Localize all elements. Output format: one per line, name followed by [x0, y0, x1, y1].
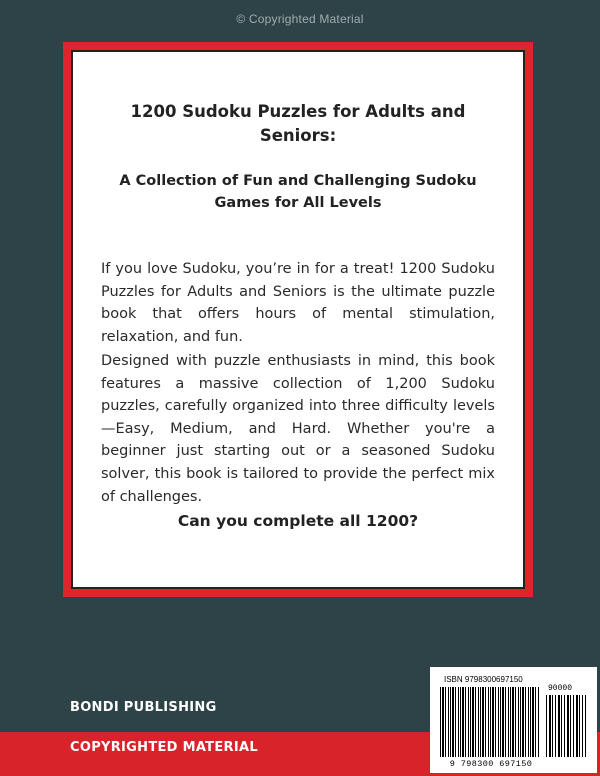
publisher-name: BONDI PUBLISHING — [70, 700, 217, 715]
description-paragraph-1: If you love Sudoku, you’re in for a treat! 1200 Sudoku Puzzles for Adults and Seniors is the ultimate puzzle book that offers hours of mental stimulation, relaxation, and fun. — [101, 261, 495, 345]
book-back-cover-frame — [63, 42, 533, 597]
barcode-number: 9 798300 697150 — [449, 759, 533, 769]
copyright-notice: COPYRIGHTED MATERIAL — [70, 740, 258, 755]
isbn-barcode — [430, 667, 597, 773]
description-paragraph-2: Designed with puzzle enthusiasts in mind, this book features a massive collection of 1,200 Sudoku puzzles, carefully organized into three difficulty levels—Easy, Medium, and Hard. Whether you're a beginner just starting out or a seasoned Sudoku solver, this book is tailored to provide the perfect mix of challenges. — [101, 353, 495, 505]
book-subtitle: A Collection of Fun and Challenging Sudoku Games for All Levels — [119, 173, 477, 211]
description-panel — [71, 50, 525, 589]
call-to-action: Can you complete all 1200? — [177, 512, 419, 530]
book-title: 1200 Sudoku Puzzles for Adults and Seniors: — [130, 102, 466, 145]
barcode-addon-bars — [546, 695, 586, 757]
barcode-bars — [440, 687, 540, 757]
copyright-watermark: © Copyrighted Material — [236, 12, 364, 26]
barcode-addon-number: 90000 — [548, 684, 573, 693]
isbn-label: ISBN 9798300697150 — [444, 675, 523, 684]
